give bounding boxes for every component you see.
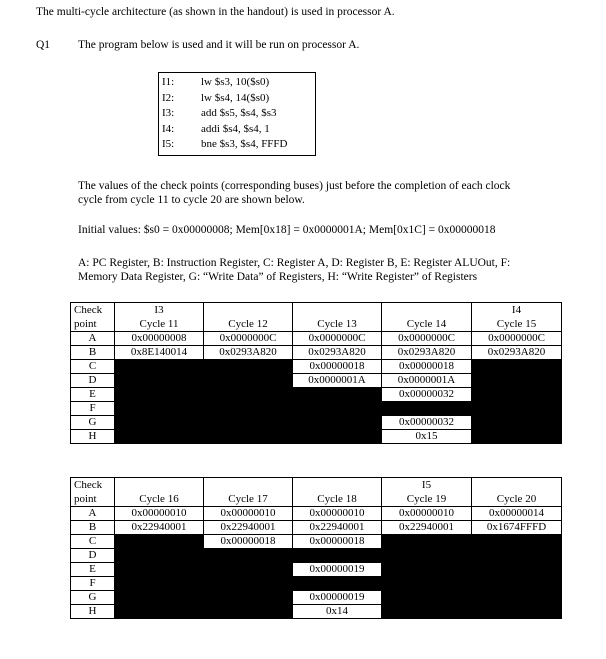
cycle-label: Cycle 12 (228, 318, 268, 330)
value-cell: 0x00000019 (293, 591, 382, 605)
instruction-marker (115, 478, 203, 492)
blacked-out-cell (115, 402, 204, 416)
value-cell: 0x00000014 (472, 507, 562, 521)
value-cell: 0x00000018 (293, 360, 382, 374)
check-point-label: H (71, 430, 115, 444)
value-cell: 0x00000032 (382, 388, 472, 402)
value-cell: 0x0000000C (293, 332, 382, 346)
value-cell: 0x14 (293, 605, 382, 619)
value-cell: 0x00000008 (115, 332, 204, 346)
table-row (71, 430, 562, 444)
table-row (71, 507, 562, 521)
value-cell: 0x00000010 (293, 507, 382, 521)
check-point-label: F (71, 402, 115, 416)
instruction-marker: I5 (421, 479, 432, 491)
value-cell: 0x22940001 (204, 521, 293, 535)
value-cell: 0x0293A820 (204, 346, 293, 360)
table-row (71, 346, 562, 360)
cycle-label: Cycle 16 (139, 493, 179, 505)
blacked-out-cell (472, 388, 562, 402)
blacked-out-cell (472, 430, 562, 444)
blacked-out-cell (115, 605, 204, 619)
value-cell: 0x00000010 (204, 507, 293, 521)
value-cell: 0x1674FFFD (472, 521, 562, 535)
instruction-marker (204, 303, 292, 317)
cycle-header (293, 303, 382, 332)
value-cell: 0x0000000C (472, 332, 562, 346)
legend-line1: A: PC Register, B: Instruction Register, C: Register A, D: Register B, E: Register ALUOut, F: (78, 257, 511, 269)
instruction-code: addi $s4, $s4, 1 (201, 122, 270, 135)
cycle-header (382, 303, 472, 332)
value-cell: 0x22940001 (115, 521, 204, 535)
blacked-out-cell (472, 577, 562, 591)
value-cell: 0x0000000C (204, 332, 293, 346)
blacked-out-cell (382, 591, 472, 605)
check-point-label: H (71, 605, 115, 619)
value-cell: 0x0000001A (293, 374, 382, 388)
check-point-label: D (71, 374, 115, 388)
initial-values: Initial values: $s0 = 0x00000008; Mem[0x18] = 0x0000001A; Mem[0x1C] = 0x00000018 (78, 224, 496, 236)
blacked-out-cell (382, 605, 472, 619)
value-cell: 0x00000032 (382, 416, 472, 430)
blacked-out-cell (472, 591, 562, 605)
blacked-out-cell (472, 374, 562, 388)
table-row (71, 549, 562, 563)
instruction-code: add $s5, $s4, $s3 (201, 107, 277, 119)
check-point-label: A (71, 332, 115, 346)
cycle-header (472, 303, 562, 332)
cycle-header (115, 478, 204, 507)
blacked-out-cell (115, 563, 204, 577)
table-row (71, 563, 562, 577)
check-point-label: B (71, 346, 115, 360)
intro-text: The multi-cycle architecture (as shown in the handout) is used in processor A. (36, 6, 395, 18)
blacked-out-cell (204, 563, 293, 577)
checkpoint-description-line1: The values of the check points (corresponding buses) just before the completion of each clock (78, 180, 511, 192)
blacked-out-cell (472, 360, 562, 374)
check-point-label: C (71, 360, 115, 374)
question-text: The program below is used and it will be run on processor A. (78, 39, 360, 51)
checkpoint-description-line2: cycle from cycle 11 to cycle 20 are shown below. (78, 194, 305, 206)
value-cell: 0x00000018 (204, 535, 293, 549)
blacked-out-cell (472, 535, 562, 549)
cycle-label: Cycle 20 (496, 493, 537, 505)
blacked-out-cell (115, 535, 204, 549)
check-point-label: E (71, 388, 115, 402)
table-row (71, 360, 562, 374)
table-row (71, 332, 562, 346)
cycle-header (382, 478, 472, 507)
table-row (71, 374, 562, 388)
blacked-out-cell (293, 416, 382, 430)
blacked-out-cell (204, 374, 293, 388)
table-header-row (71, 303, 562, 332)
blacked-out-cell (115, 374, 204, 388)
check-point-label: C (71, 535, 115, 549)
cycle-header (293, 478, 382, 507)
cycle-label: Cycle 19 (406, 493, 447, 505)
cycle-label: Cycle 17 (228, 493, 268, 505)
blacked-out-cell (293, 549, 382, 563)
value-cell: 0x22940001 (382, 521, 472, 535)
blacked-out-cell (204, 388, 293, 402)
blacked-out-cell (204, 360, 293, 374)
instruction-label: I1: (162, 76, 175, 88)
blacked-out-cell (382, 577, 472, 591)
blacked-out-cell (204, 591, 293, 605)
cycle-label: Cycle 11 (139, 318, 179, 330)
instruction-marker (382, 303, 471, 317)
blacked-out-cell (204, 430, 293, 444)
value-cell: 0x8E140014 (115, 346, 204, 360)
table-row (71, 402, 562, 416)
check-point-label: G (71, 591, 115, 605)
cycle-header (472, 478, 562, 507)
instruction-label: I4: (162, 122, 175, 135)
blacked-out-cell (293, 577, 382, 591)
blacked-out-cell (293, 430, 382, 444)
blacked-out-cell (382, 563, 472, 577)
instruction-marker: I4 (511, 304, 522, 316)
blacked-out-cell (204, 416, 293, 430)
program-listing (158, 72, 316, 156)
value-cell: 0x22940001 (293, 521, 382, 535)
blacked-out-cell (472, 549, 562, 563)
question-number: Q1 (36, 39, 51, 51)
instruction-label: I5: (162, 138, 175, 150)
blacked-out-cell (382, 535, 472, 549)
table-row (71, 591, 562, 605)
cycle-header (204, 478, 293, 507)
check-point-label: B (71, 521, 115, 535)
blacked-out-cell (382, 549, 472, 563)
table-row (71, 521, 562, 535)
value-cell: 0x00000019 (293, 563, 382, 577)
check-point-label: E (71, 563, 115, 577)
instruction-marker: I3 (154, 304, 164, 316)
check-point-header: Check point (71, 478, 115, 507)
value-cell: 0x0293A820 (293, 346, 382, 360)
cycle-label: Cycle 14 (406, 318, 447, 330)
cycle-label: Cycle 13 (317, 318, 357, 330)
legend-line2: Memory Data Register, G: “Write Data” of Registers, H: “Write Register” of Registers (78, 271, 478, 283)
value-cell: 0x00000018 (293, 535, 382, 549)
blacked-out-cell (472, 402, 562, 416)
instruction-marker (293, 303, 381, 317)
check-point-label: D (71, 549, 115, 563)
checkpoint-table-cycles-16-20 (70, 477, 562, 619)
value-cell: 0x00000010 (115, 507, 204, 521)
check-point-label: F (71, 577, 115, 591)
blacked-out-cell (204, 549, 293, 563)
instruction-code: lw $s3, 10($s0) (201, 76, 270, 88)
instruction-label: I3: (162, 107, 175, 119)
value-cell: 0x00000018 (382, 360, 472, 374)
cycle-header (115, 303, 204, 332)
table-row (71, 388, 562, 402)
blacked-out-cell (115, 388, 204, 402)
blacked-out-cell (115, 577, 204, 591)
blacked-out-cell (115, 430, 204, 444)
check-point-label: G (71, 416, 115, 430)
blacked-out-cell (293, 402, 382, 416)
cycle-label: Cycle 18 (317, 493, 357, 505)
instruction-marker (204, 478, 292, 492)
instruction-code: lw $s4, 14($s0) (201, 91, 270, 104)
table-row (71, 535, 562, 549)
blacked-out-cell (293, 388, 382, 402)
table-row (71, 577, 562, 591)
value-cell: 0x0000000C (382, 332, 472, 346)
value-cell: 0x15 (382, 430, 472, 444)
instruction-marker (293, 478, 381, 492)
blacked-out-cell (472, 605, 562, 619)
instruction-label: I2: (162, 91, 175, 104)
checkpoint-table-cycles-11-15 (70, 302, 562, 444)
value-cell: 0x0293A820 (472, 346, 562, 360)
instruction-marker (472, 478, 561, 492)
check-point-label: A (71, 507, 115, 521)
blacked-out-cell (204, 577, 293, 591)
blacked-out-cell (115, 591, 204, 605)
table-row (71, 416, 562, 430)
blacked-out-cell (204, 605, 293, 619)
value-cell: 0x0000001A (382, 374, 472, 388)
value-cell: 0x00000010 (382, 507, 472, 521)
cycle-label: Cycle 15 (496, 318, 537, 330)
blacked-out-cell (115, 549, 204, 563)
blacked-out-cell (115, 416, 204, 430)
cycle-header (204, 303, 293, 332)
table-header-row (71, 478, 562, 507)
blacked-out-cell (472, 563, 562, 577)
blacked-out-cell (115, 360, 204, 374)
blacked-out-cell (382, 402, 472, 416)
table-row (71, 605, 562, 619)
value-cell: 0x0293A820 (382, 346, 472, 360)
blacked-out-cell (204, 402, 293, 416)
blacked-out-cell (472, 416, 562, 430)
instruction-code: bne $s3, $s4, FFFD (201, 138, 288, 150)
check-point-header: Check point (71, 303, 115, 332)
